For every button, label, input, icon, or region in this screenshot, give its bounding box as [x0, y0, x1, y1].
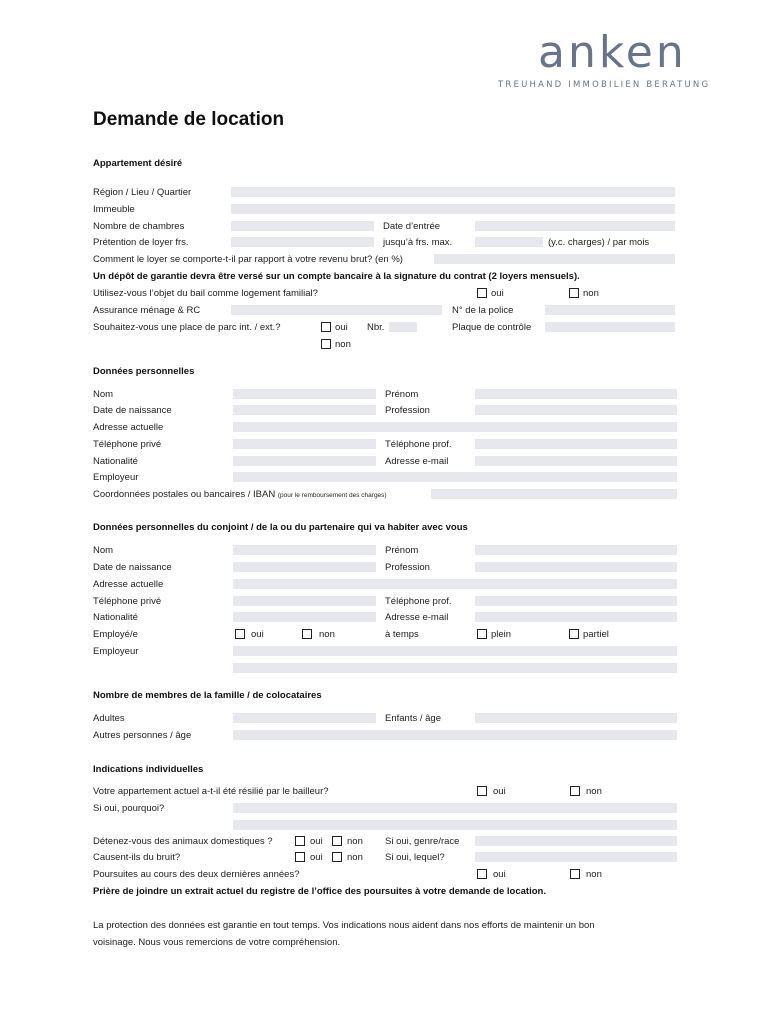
familial-non-checkbox[interactable] [569, 288, 579, 298]
genre-field[interactable] [475, 836, 677, 846]
poursuites-oui-checkbox[interactable] [477, 869, 487, 879]
autres-field[interactable] [233, 730, 677, 740]
lequel-field[interactable] [475, 852, 677, 862]
label-plaque: Plaque de contrôle [452, 322, 532, 333]
poursuites-non-checkbox[interactable] [570, 869, 580, 879]
employeur-field[interactable] [233, 472, 677, 482]
conjoint-email-field[interactable] [475, 612, 677, 622]
conjoint-label-naissance: Date de naissance [93, 562, 172, 573]
employe-non-checkbox[interactable] [302, 629, 312, 639]
conjoint-label-prenom: Prénom [385, 545, 419, 556]
section-heading-personnelles: Données personnelles [93, 366, 195, 377]
label-resilie: Votre appartement actuel a-t-il été résilié par le bailleur? [93, 786, 329, 797]
date-entree-field[interactable] [475, 221, 675, 231]
pourquoi-field[interactable] [233, 803, 677, 813]
conjoint-label-adresse: Adresse actuelle [93, 579, 164, 590]
parc-oui-checkbox[interactable] [321, 322, 331, 332]
resilie-oui-checkbox[interactable] [477, 786, 487, 796]
section-heading-appartement: Appartement désiré [93, 158, 183, 169]
conjoint-tel-prive-field[interactable] [233, 596, 376, 606]
label-coordonnees [93, 489, 387, 501]
bruit-oui-label: oui [310, 852, 323, 863]
label-lequel: Si oui, lequel? [385, 852, 445, 863]
label-tel-prof: Téléphone prof. [385, 439, 452, 450]
parc-non-checkbox[interactable] [321, 339, 331, 349]
conjoint-label-nom: Nom [93, 545, 114, 556]
employe-oui-label: oui [251, 629, 264, 640]
section-heading-conjoint: Données personnelles du conjoint / de la ou du partenaire qui va habiter avec vous [93, 522, 468, 533]
coordonnees-text: Coordonnées postales ou bancaires / IBAN [93, 489, 276, 500]
conjoint-label-email: Adresse e-mail [385, 612, 449, 623]
bruit-non-checkbox[interactable] [332, 852, 342, 862]
label-bruit: Causent-ils du bruit? [93, 852, 181, 863]
label-chambres: Nombre de chambres [93, 221, 185, 232]
label-adresse: Adresse actuelle [93, 422, 164, 433]
animaux-non-label: non [347, 836, 363, 847]
footer-line-2: voisinage. Nous vous remercions de votre compréhension. [93, 937, 341, 948]
label-naissance: Date de naissance [93, 405, 172, 416]
label-adultes: Adultes [93, 713, 125, 724]
label-pretention: Prétention de loyer frs. [93, 237, 189, 248]
label-tel-prive: Téléphone privé [93, 439, 162, 450]
label-poursuites: Poursuites au cours des deux dernières années? [93, 869, 300, 880]
adresse-field[interactable] [233, 422, 677, 432]
label-date-entree: Date d’entrée [383, 221, 441, 232]
label-pourquoi: Si oui, pourquoi? [93, 803, 165, 814]
enfants-field[interactable] [475, 713, 677, 723]
label-employeur: Employeur [93, 472, 139, 483]
conjoint-naissance-field[interactable] [233, 562, 376, 572]
label-parc: Souhaitez-vous une place de parc int. / ext.? [93, 322, 281, 333]
conjoint-label-tel-prive: Téléphone privé [93, 596, 162, 607]
immeuble-field[interactable] [231, 204, 675, 214]
employe-oui-checkbox[interactable] [235, 629, 245, 639]
police-field[interactable] [545, 305, 675, 315]
conjoint-prenom-field[interactable] [475, 545, 677, 555]
conjoint-nom-field[interactable] [233, 545, 376, 555]
profession-field[interactable] [475, 405, 677, 415]
region-field[interactable] [231, 187, 675, 197]
poursuites-non-label: non [586, 869, 602, 880]
chambres-field[interactable] [231, 221, 374, 231]
depot-garantie-notice: Un dépôt de garantie devra être versé sur un compte bancaire à la signature du contrat (2 loyers mensuels). [93, 271, 580, 282]
footer-line-1: La protection des données est garantie en tout temps. Vos indications nous aident dans nos efforts de maintenir un bon [93, 920, 595, 931]
pourquoi-field-2[interactable] [233, 820, 677, 830]
animaux-oui-label: oui [310, 836, 323, 847]
animaux-oui-checkbox[interactable] [295, 836, 305, 846]
conjoint-adresse-field[interactable] [233, 579, 677, 589]
revenu-pourcent-field[interactable] [434, 254, 675, 264]
logo-wordmark: anken [538, 27, 687, 78]
tel-prof-field[interactable] [475, 439, 677, 449]
email-field[interactable] [475, 456, 677, 466]
employe-non-label: non [319, 629, 335, 640]
max-loyer-field[interactable] [475, 237, 543, 247]
logo-tagline: TREUHAND IMMOBILIEN BERATUNG [498, 80, 711, 90]
label-genre: Si oui, genre/race [385, 836, 460, 847]
pretention-field[interactable] [231, 237, 374, 247]
bruit-non-label: non [347, 852, 363, 863]
label-email: Adresse e-mail [385, 456, 449, 467]
conjoint-label-employe: Employé/e [93, 629, 138, 640]
label-jusqua: jusqu’à frs. max. [383, 237, 453, 248]
tel-prive-field[interactable] [233, 439, 376, 449]
label-assurance: Assurance ménage & RC [93, 305, 201, 316]
resilie-non-label: non [586, 786, 602, 797]
label-nationalite: Nationalité [93, 456, 138, 467]
label-police: N° de la police [452, 305, 514, 316]
label-comment-revenu: Comment le loyer se comporte-t-il par rapport à votre revenu brut? (en %) [93, 254, 403, 265]
label-prenom: Prénom [385, 389, 419, 400]
poursuites-oui-label: oui [493, 869, 506, 880]
naissance-field[interactable] [233, 405, 376, 415]
label-autres: Autres personnes / âge [93, 730, 192, 741]
adultes-field[interactable] [233, 713, 376, 723]
conjoint-employeur-field[interactable] [233, 646, 677, 656]
familial-oui-label: oui [491, 288, 504, 299]
nom-field[interactable] [233, 389, 376, 399]
conjoint-nationalite-field[interactable] [233, 612, 376, 622]
assurance-field[interactable] [231, 305, 442, 315]
nationalite-field[interactable] [233, 456, 376, 466]
resilie-oui-label: oui [493, 786, 506, 797]
label-nom: Nom [93, 389, 114, 400]
nbr-field[interactable] [389, 322, 417, 332]
coordonnees-note: (pour le remboursement des charges) [277, 492, 387, 499]
page-title: Demande de location [93, 109, 285, 130]
familial-non-label: non [583, 288, 599, 299]
bruit-oui-checkbox[interactable] [295, 852, 305, 862]
label-enfants: Enfants / âge [385, 713, 441, 724]
label-familial: Utilisez-vous l’objet du bail comme logement familial? [93, 288, 318, 299]
resilie-non-checkbox[interactable] [570, 786, 580, 796]
temps-partiel-label: partiel [583, 629, 609, 640]
prenom-field[interactable] [475, 389, 677, 399]
conjoint-tel-prof-field[interactable] [475, 596, 677, 606]
plaque-field[interactable] [545, 322, 675, 332]
conjoint-label-tel-prof: Téléphone prof. [385, 596, 452, 607]
conjoint-label-employeur: Employeur [93, 646, 139, 657]
temps-plein-checkbox[interactable] [477, 629, 487, 639]
conjoint-label-nationalite: Nationalité [93, 612, 138, 623]
conjoint-employeur-field-2[interactable] [233, 663, 677, 673]
parc-non-label: non [335, 339, 351, 350]
priere-notice: Prière de joindre un extrait actuel du registre de l’office des poursuites à votre demande de location. [93, 886, 546, 897]
conjoint-label-temps: à temps [385, 629, 419, 640]
coordonnees-field[interactable] [431, 489, 677, 499]
label-profession: Profession [385, 405, 430, 416]
label-animaux: Détenez-vous des animaux domestiques ? [93, 836, 273, 847]
label-charges: (y.c. charges) / par mois [548, 237, 650, 248]
animaux-non-checkbox[interactable] [332, 836, 342, 846]
temps-plein-label: plein [491, 629, 512, 640]
section-heading-indications: Indications individuelles [93, 764, 204, 775]
conjoint-profession-field[interactable] [475, 562, 677, 572]
parc-oui-label: oui [335, 322, 348, 333]
label-region: Région / Lieu / Quartier [93, 187, 192, 198]
temps-partiel-checkbox[interactable] [569, 629, 579, 639]
label-immeuble: Immeuble [93, 204, 135, 215]
familial-oui-checkbox[interactable] [477, 288, 487, 298]
section-heading-membres: Nombre de membres de la famille / de colocataires [93, 690, 322, 701]
label-nbr: Nbr. [367, 322, 385, 333]
conjoint-label-profession: Profession [385, 562, 430, 573]
